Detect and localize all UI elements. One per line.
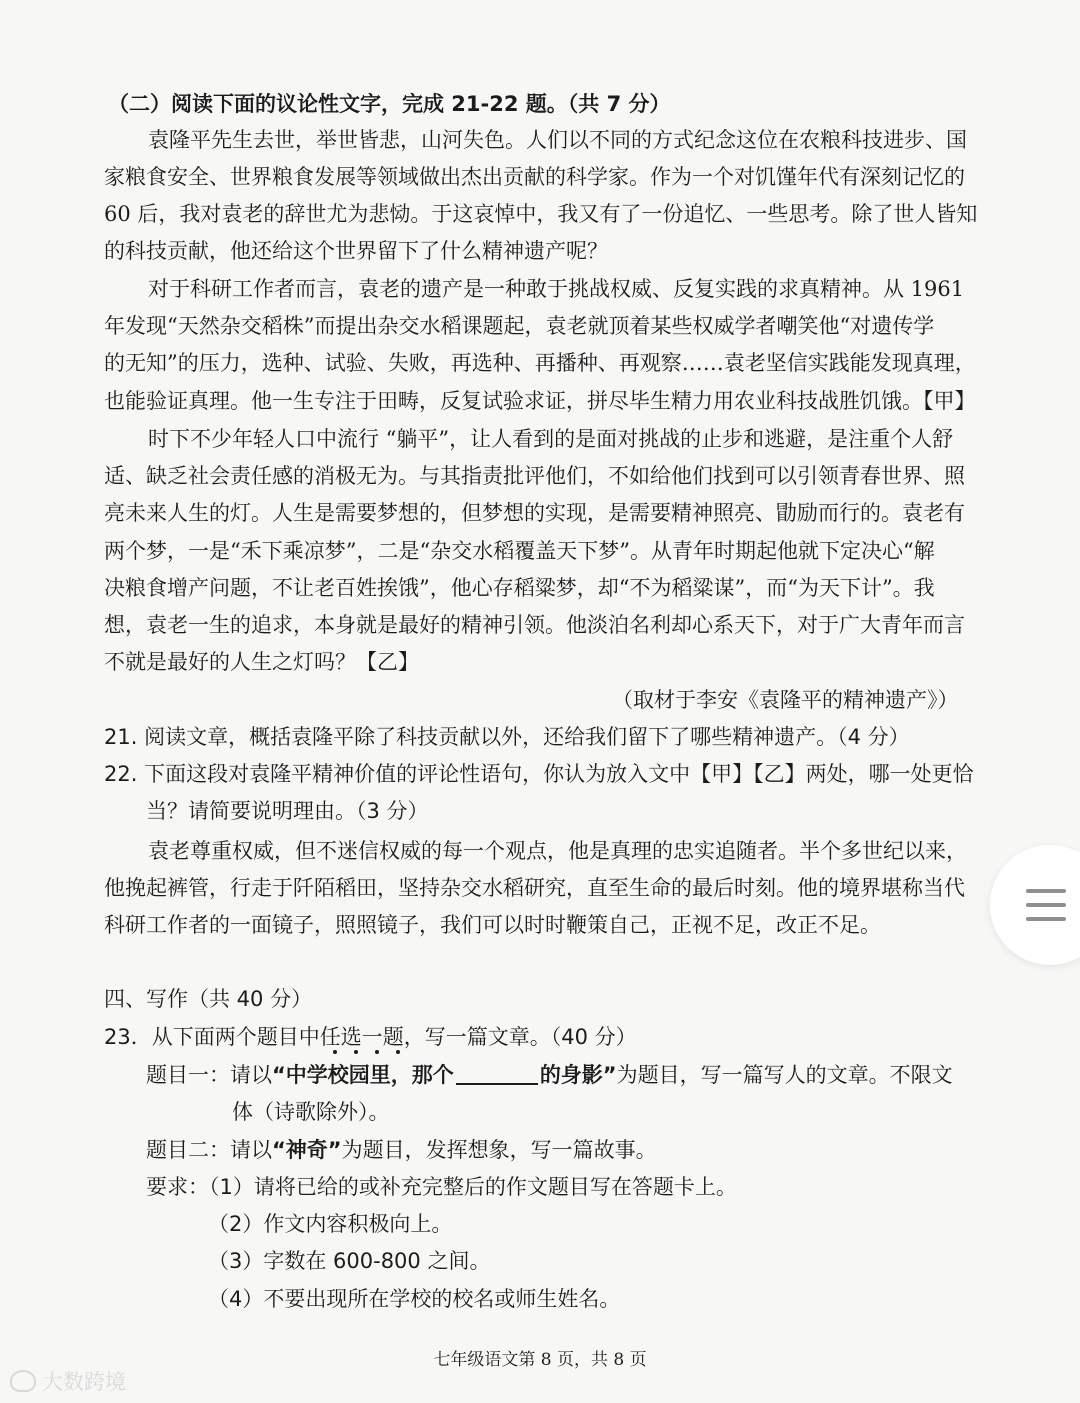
emphasis-dot [333,1050,337,1054]
question-22-line: 当？请简要说明理由。（3 分） [146,799,429,823]
paragraph-3-line: 两个梦，一是“禾下乘凉梦”，二是“杂交水稻覆盖天下梦”。从青年时期起他就下定决心“解 [104,539,935,563]
emphasis-dot [354,1050,358,1054]
topic-2-suffix: 为题目，发挥想象，写一篇故事。 [341,1138,657,1162]
requirement-4: （4）不要出现所在学校的校名或师生姓名。 [208,1287,621,1311]
topic-2-title: “神奇” [272,1138,342,1162]
section-4-heading: 四、写作（共 40 分） [104,987,313,1011]
watermark-text: 大数跨境 [42,1370,126,1394]
topic-2-prefix: 题目二：请以 [146,1138,272,1162]
paragraph-3-line: 不就是最好的人生之灯吗？【乙】 [104,650,419,674]
section-2-heading: （二）阅读下面的议论性文字，完成 21-22 题。（共 7 分） [108,92,671,116]
comment-quote-line: 他挽起裤管，行走于阡陌稻田，坚持杂交水稻研究，直至生命的最后时刻。他的境界堪称当代 [104,876,965,900]
topic-1-prefix: 题目一：请以 [146,1063,272,1087]
paragraph-3-line: 决粮食增产问题，不让老百姓挨饿”，他心存稻粱梦，却“不为稻粱谋”，而“为天下计”。我 [104,576,935,600]
paragraph-3-line: 想，袁老一生的追求，本身就是最好的精神引领。他淡泊名利却心系天下，对于广大青年而言 [104,613,965,637]
chat-bubble-logo-icon [10,1370,36,1392]
paragraph-2-line: 年发现“天然杂交稻株”而提出杂交水稻课题起，袁老就顶着某些权威学者嘲笑他“对遗传学 [104,314,935,338]
hamburger-menu-icon [1026,917,1066,921]
paragraph-3-line: 时下不少年轻人口中流行 “躺平”，让人看到的是面对挑战的止步和逃避，是注重个人舒 [148,427,954,451]
paragraph-2-line: 对于科研工作者而言，袁老的遗产是一种敢于挑战权威、反复实践的求真精神。从 1961 [148,277,965,301]
topic-1-title-a: “中学校园里，那个 [272,1063,454,1087]
paragraph-1-line: 袁隆平先生去世，举世皆悲，山河失色。人们以不同的方式纪念这位在农粮科技进步、国 [148,128,967,152]
paragraph-1-line: 家粮食安全、世界粮食发展等领域做出杰出贡献的科学家。作为一个对饥馑年代有深刻记忆的 [104,165,965,189]
requirement-3: （3）字数在 600-800 之间。 [208,1249,491,1273]
paragraph-2-line: 的无知”的压力，选种、试验、失败，再选种、再播种、再观察……袁老坚信实践能发现真理， [104,351,976,375]
fill-in-blank [456,1063,538,1085]
topic-2-line [146,1135,657,1165]
question-23: 23．从下面两个题目中任选一题，写一篇文章。（40 分） [104,1025,637,1049]
paragraph-3-line: 适、缺乏社会责任感的消极无为。与其指责批评他们，不如给他们找到可以引领青春世界、照 [104,464,965,488]
paragraph-1-line: 的科技贡献，他还给这个世界留下了什么精神遗产呢？ [104,239,608,263]
requirement-1: 要求：（1）请将已给的或补充完整后的作文题目写在答题卡上。 [146,1175,737,1199]
paragraph-3-line: 亮未来人生的灯。人生是需要梦想的，但梦想的实现，是需要精神照亮、勖励而行的。袁老有 [104,501,965,525]
topic-1-suffix: 为题目，写一篇写人的文章。不限文 [616,1063,953,1087]
emphasis-dot [375,1050,379,1054]
page-footer: 七年级语文第 8 页，共 8 页 [433,1350,647,1370]
topic-1-line [146,1060,953,1090]
comment-quote-line: 科研工作者的一面镜子，照照镜子，我们可以时时鞭策自己，正视不足，改正不足。 [104,913,881,937]
requirement-2: （2）作文内容积极向上。 [208,1212,453,1236]
floating-menu-button[interactable] [990,845,1080,965]
question-22-line: 22. 下面这段对袁隆平精神价值的评论性语句，你认为放入文中【甲】【乙】两处，哪一处更恰 [104,762,974,786]
question-21: 21. 阅读文章，概括袁隆平除了科技贡献以外，还给我们留下了哪些精神遗产。（4 分） [104,725,910,749]
topic-1-line-2: 体（诗歌除外）。 [232,1100,390,1124]
paragraph-1-line: 60 后，我对袁老的辞世尤为悲恸。于这哀悼中，我又有了一份追忆、一些思考。除了世人皆知 [104,202,978,226]
emphasis-dot [396,1050,400,1054]
comment-quote-line: 袁老尊重权威，但不迷信权威的每一个观点，他是真理的忠实追随者。半个多世纪以来， [148,839,967,863]
topic-1-title-b: 的身影” [539,1063,617,1087]
source-citation: （取材于李安《袁隆平的精神遗产》） [612,688,959,712]
hamburger-menu-icon [1026,903,1066,907]
paragraph-2-line: 也能验证真理。他一生专注于田畴，反复试验求证，拼尽毕生精力用农业科技战胜饥饿。【甲】 [104,389,976,413]
watermark [10,1366,126,1396]
hamburger-menu-icon [1026,889,1066,893]
